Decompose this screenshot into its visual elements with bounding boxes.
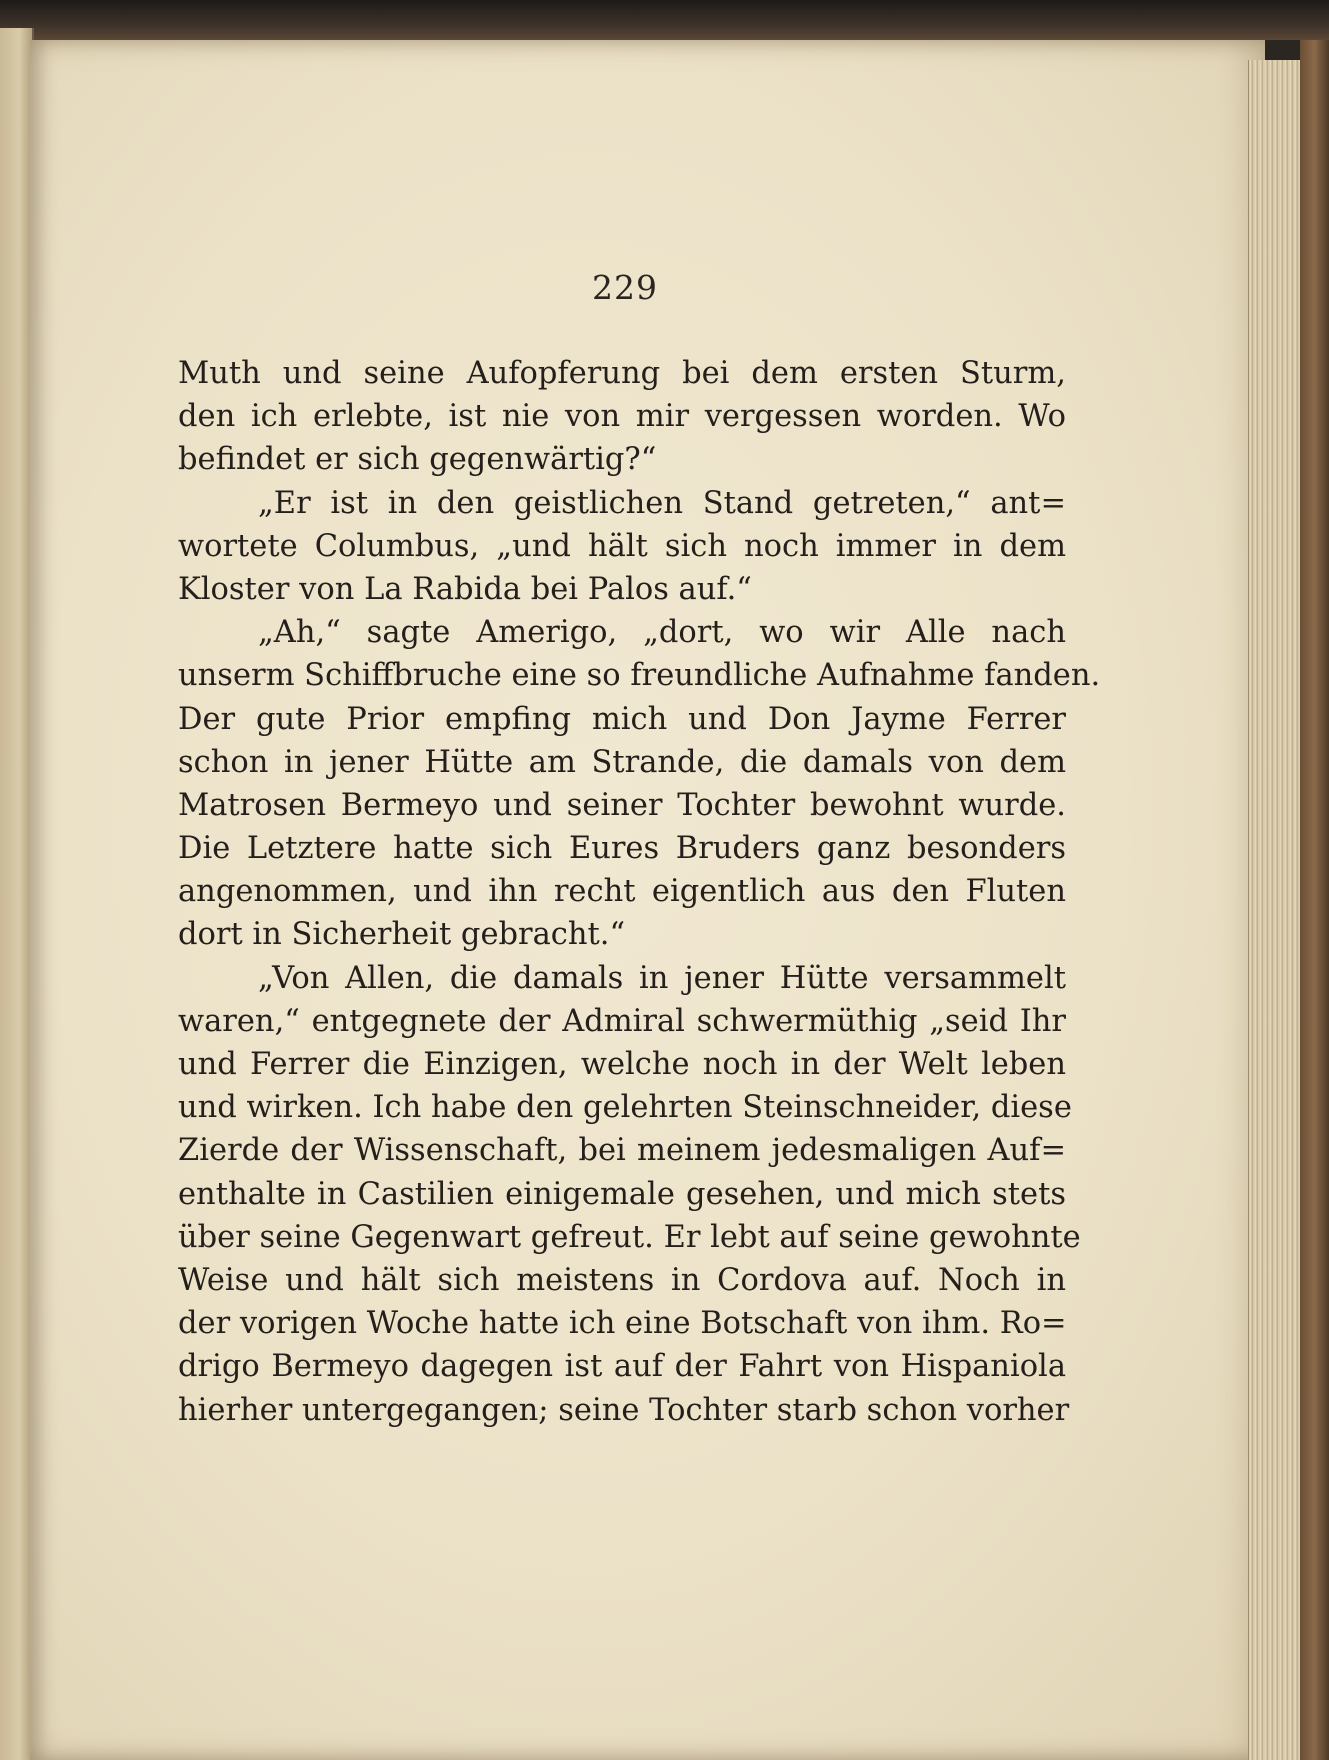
text-line: unserm Schiffbruche eine so freundliche Aufnahme fanden.: [178, 658, 1101, 694]
text-line: Zierde der Wissenschaft, bei meinem jedesmaligen Auf=: [178, 1133, 1066, 1169]
text-line: und Ferrer die Einzigen, welche noch in der Welt leben: [178, 1047, 1066, 1082]
text-line: „Von Allen, die damals in jener Hütte versammelt: [258, 960, 1066, 996]
text-line: befindet er sich gegenwärtig?“: [178, 442, 657, 478]
page-text: [178, 352, 1101, 1432]
text-line: hierher untergegangen; seine Tochter starb schon vorher: [178, 1392, 1070, 1428]
text-line: „Ah,“ sagte Amerigo, „dort, wo wir Alle nach: [258, 615, 1066, 651]
text-line: wortete Columbus, „und hält sich noch immer in dem: [178, 528, 1066, 564]
text-line: Muth und seine Aufopferung bei dem ersten Sturm,: [178, 356, 1066, 391]
book-cover-right: [1300, 40, 1329, 1760]
page-number: 229: [592, 268, 658, 307]
text-line: Kloster von La Rabida bei Palos auf.“: [178, 571, 752, 607]
text-line: enthalte in Castilien einigemale gesehen, und mich stets: [178, 1176, 1066, 1212]
text-line: der vorigen Woche hatte ich eine Botschaft von ihm. Ro=: [178, 1306, 1067, 1342]
book-cover-top: [0, 0, 1329, 40]
facing-page-edge: [0, 28, 34, 1760]
text-line: dort in Sicherheit gebracht.“: [178, 917, 626, 953]
text-line: angenommen, und ihn recht eigentlich aus den Fluten: [178, 874, 1066, 910]
text-line: und wirken. Ich habe den gelehrten Steinschneider, diese: [178, 1090, 1072, 1126]
text-line: den ich erlebte, ist nie von mir vergessen worden. Wo: [178, 399, 1066, 435]
book-page: [30, 40, 1265, 1760]
text-line: Die Letztere hatte sich Eures Bruders ganz besonders: [178, 831, 1066, 867]
text-line: Matrosen Bermeyo und seiner Tochter bewohnt wurde.: [178, 787, 1066, 823]
text-line: „Er ist in den geistlichen Stand getreten,“ ant=: [258, 485, 1066, 521]
text-line: waren,“ entgegnete der Admiral schwermüthig „seid Ihr: [178, 1003, 1066, 1039]
text-line: Weise und hält sich meistens in Cordova auf. Noch in: [178, 1262, 1066, 1298]
text-line: schon in jener Hütte am Strande, die damals von dem: [178, 744, 1066, 780]
text-line: Der gute Prior empfing mich und Don Jayme Ferrer: [178, 701, 1066, 737]
text-line: drigo Bermeyo dagegen ist auf der Fahrt von Hispaniola: [178, 1349, 1066, 1385]
text-line: über seine Gegenwart gefreut. Er lebt auf seine gewohnte: [178, 1219, 1081, 1255]
